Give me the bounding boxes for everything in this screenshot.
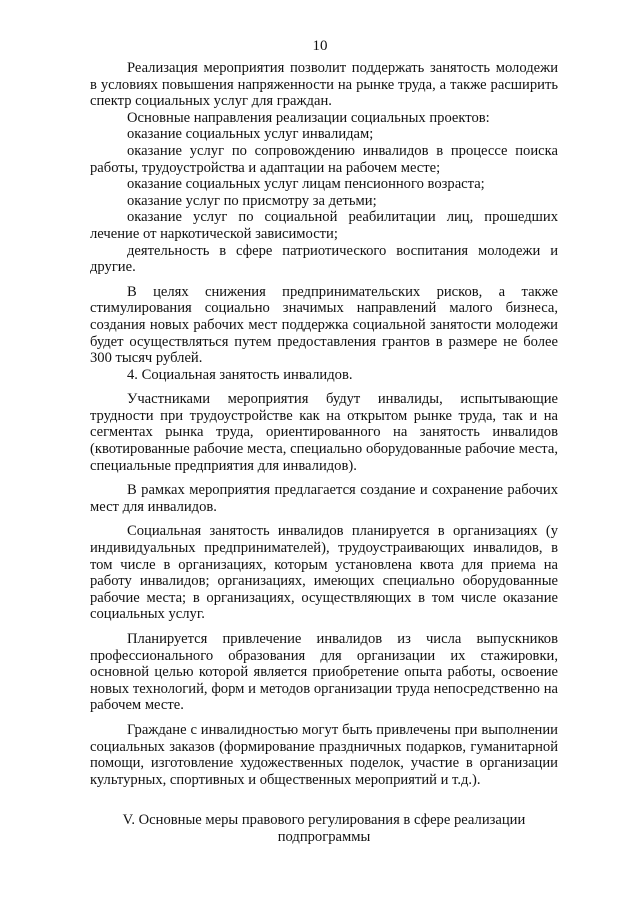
list-item-patriotic: деятельность в сфере патриотического воспитания молодежи и другие. [90, 242, 558, 276]
paragraph-graduates: Планируется привлечение инвалидов из числа выпускников профессионального образования для организации их стажировки, основной целью которой является приобретение опыта работы, освоение новых технологий, форм и методов организации труда непосредственно на рабочем месте. [90, 631, 558, 714]
list-item-childcare: оказание услуг по присмотру за детьми; [127, 192, 377, 209]
list-item-pensioners: оказание социальных услуг лицам пенсионного возраста; [127, 176, 485, 193]
paragraph-organizations: Социальная занятость инвалидов планируется в организациях (у индивидуальных предпринимателей), трудоустраивающих инвалидов, в том числе в организациях, которым установлена квота для приема на работу инвалидов; организациях, имеющих специально оборудованные рабочие места; в организациях, осуществляющих в том числе оказание социальных услуг. [90, 523, 558, 623]
paragraph-participants: Участниками мероприятия будут инвалиды, испытывающие трудности при трудоустройстве как на открытом рынке труда, так и на сегментах рынка труда, ориентированного на занятость инвалидов (квотированные рабочие места, специально оборудованные рабочие места, специальные предприятия для инвалидов). [90, 391, 558, 474]
paragraph-job-creation: В рамках мероприятия предлагается создание и сохранение рабочих мест для инвалидов. [90, 482, 558, 515]
paragraph-social-orders: Граждане с инвалидностью могут быть привлечены при выполнении социальных заказов (формирование праздничных подарков, гуманитарной помощи, изготовление художественных поделок, участие в организации культурных, спортивных и общественных мероприятий и т.д.). [90, 721, 558, 788]
paragraph-grants: В целях снижения предпринимательских рисков, а также стимулирования социально значимых направлений малого бизнеса, создания новых рабочих мест поддержка социальной занятости молодежи будет осуществляться путем предоставления грантов в размере не более 300 тысяч рублей. [90, 283, 558, 367]
section-heading-line2: подпрограммы [277, 828, 371, 845]
section-heading [90, 812, 558, 845]
list-item-disabled-services: оказание социальных услуг инвалидам; [127, 126, 374, 143]
paragraph-intro: Реализация мероприятия позволит поддержать занятость молодежи в условиях повышения напряженности на рынке труда, а также расширить спектр социальных услуг для граждан. [90, 60, 558, 110]
section-heading-line1: V. Основные меры правового регулирования в сфере реализации [122, 812, 526, 829]
list-item-job-support: оказание услуг по сопровождению инвалидов в процессе поиска работы, трудоустройства и адаптации на рабочем месте; [90, 142, 558, 176]
document-body [90, 60, 558, 846]
subsection-title-disabled-employment: 4. Социальная занятость инвалидов. [127, 366, 353, 383]
list-item-rehabilitation: оказание услуг по социальной реабилитации лиц, прошедших лечение от наркотической зависимости; [90, 209, 558, 242]
paragraph-directions-title: Основные направления реализации социальных проектов: [127, 109, 490, 126]
page-number: 10 [312, 38, 328, 54]
